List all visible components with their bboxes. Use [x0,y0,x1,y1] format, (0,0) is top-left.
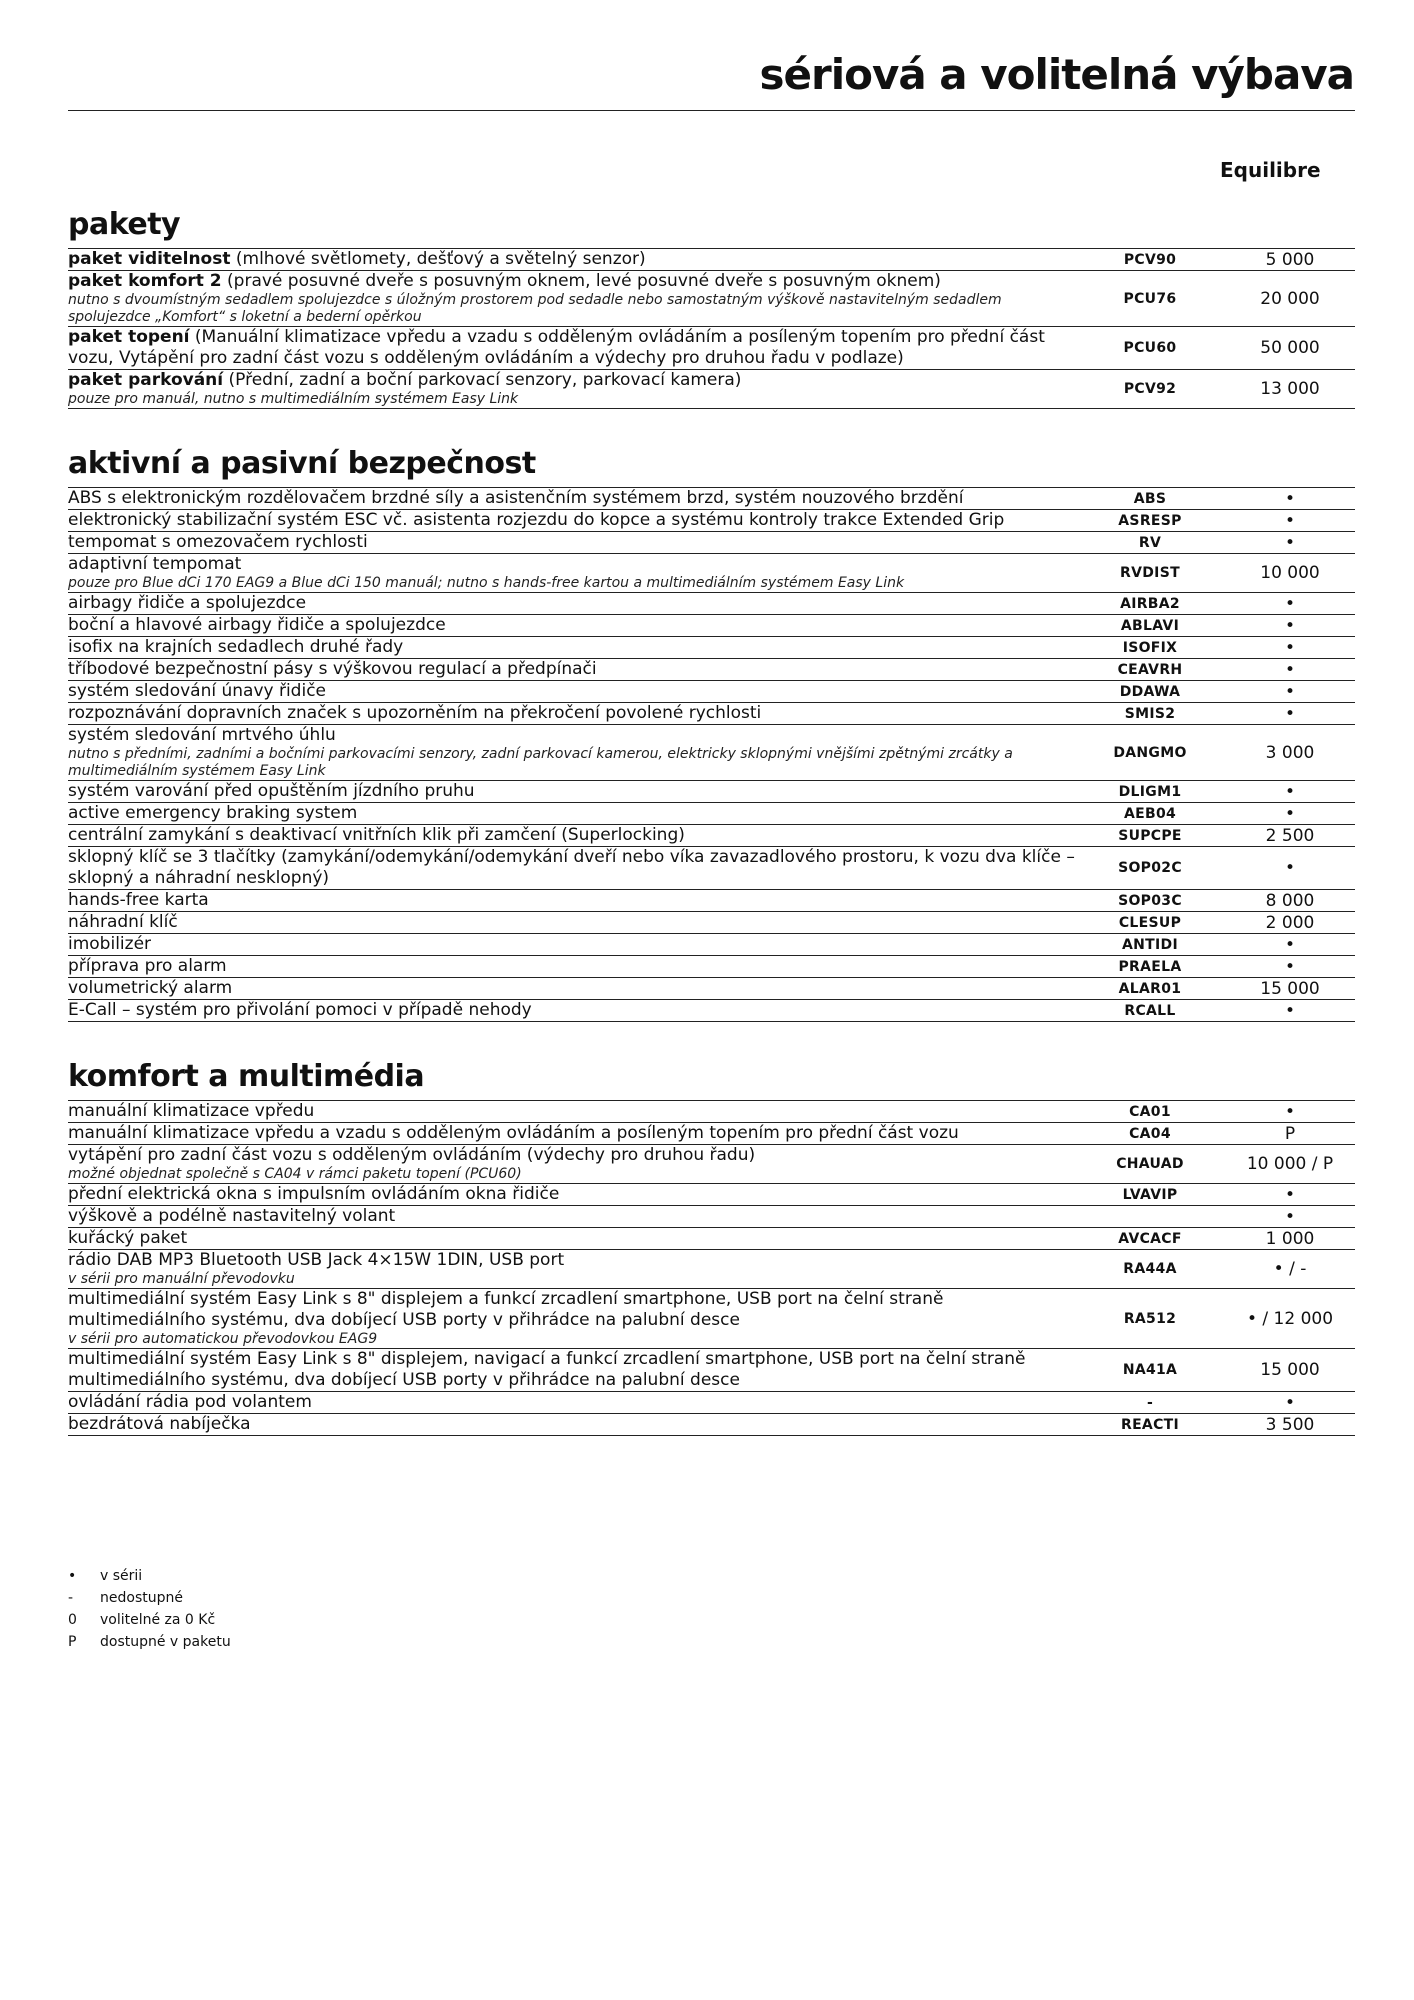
section-title: komfort a multimédia [68,1059,425,1094]
option-code: PRAELA [1075,956,1225,978]
table-row [68,1250,1355,1289]
option-price: 15 000 [1225,1349,1355,1392]
table-row [68,532,1355,554]
option-code: ANTIDI [1075,934,1225,956]
option-price: 5 000 [1225,249,1355,271]
option-code: RA512 [1075,1289,1225,1349]
legend-symbol: 0 [68,1612,77,1628]
option-text: příprava pro alarm [68,956,227,976]
option-price: P [1225,1123,1355,1145]
option-description [68,271,1075,327]
option-description [68,615,1075,637]
option-description [68,825,1075,847]
option-code: LVAVIP [1075,1184,1225,1206]
section-title: pakety [68,207,181,242]
option-code: SUPCPE [1075,825,1225,847]
option-text: (pravé posuvné dveře s posuvným oknem, levé posuvné dveře s posuvným oknem) [221,271,941,291]
option-code: ABLAVI [1075,615,1225,637]
table-row [68,956,1355,978]
page-title: sériová a volitelná výbava [759,50,1354,99]
option-price: 13 000 [1225,370,1355,409]
table-row [68,1206,1355,1228]
option-code: SOP02C [1075,847,1225,890]
options-table [68,1100,1355,1436]
option-description [68,637,1075,659]
option-text: rozpoznávání dopravních značek s upozorněním na překročení povolené rychlosti [68,703,762,723]
option-description [68,327,1075,370]
option-description [68,1289,1075,1349]
table-row [68,1184,1355,1206]
option-code: SOP03C [1075,890,1225,912]
option-code: ISOFIX [1075,637,1225,659]
option-price: 20 000 [1225,271,1355,327]
option-text: rádio DAB MP3 Bluetooth USB Jack 4×15W 1DIN, USB port [68,1250,565,1270]
option-code: CA04 [1075,1123,1225,1145]
option-price: • [1225,1000,1355,1022]
legend-symbol: P [68,1634,77,1650]
option-code: RVDIST [1075,554,1225,593]
option-description [68,1184,1075,1206]
option-name: paket topení [68,327,190,347]
option-text: adaptivní tempomat [68,554,242,574]
option-price: • [1225,1392,1355,1414]
table-row [68,615,1355,637]
option-description [68,1123,1075,1145]
legend-item [68,1565,231,1587]
option-code [1075,1206,1225,1228]
legend-item [68,1609,231,1631]
legend-item [68,1587,231,1609]
option-text: isofix na krajních sedadlech druhé řady [68,637,404,657]
table-row [68,725,1355,781]
option-price: • / 12 000 [1225,1289,1355,1349]
option-description [68,803,1075,825]
option-code: RV [1075,532,1225,554]
option-description [68,1206,1075,1228]
table-row [68,554,1355,593]
section-title: aktivní a pasivní bezpečnost [68,446,536,481]
option-name: paket viditelnost [68,249,231,269]
option-price: • [1225,1184,1355,1206]
option-description [68,554,1075,593]
option-text: bezdrátová nabíječka [68,1414,251,1434]
title-divider [68,110,1355,111]
option-text: systém varování před opuštěním jízdního pruhu [68,781,475,801]
option-text: (Přední, zadní a boční parkovací senzory, parkovací kamera) [223,370,742,390]
option-code: - [1075,1392,1225,1414]
option-text: boční a hlavové airbagy řidiče a spolujezdce [68,615,446,635]
table-row [68,370,1355,409]
option-description [68,1145,1075,1184]
option-text: kuřácký paket [68,1228,188,1248]
option-description [68,249,1075,271]
option-price: • [1225,781,1355,803]
option-description [68,703,1075,725]
option-description [68,956,1075,978]
option-note: nutno s předními, zadními a bočními parkovacími senzory, zadní parkovací kamerou, elektricky sklopnými vnějšími zpětnými zrcátky a multimediálním systémem Easy Link [68,746,1013,779]
option-text: active emergency braking system [68,803,358,823]
option-price: • [1225,1101,1355,1123]
option-text: (Manuální klimatizace vpředu a vzadu s odděleným ovládáním a posíleným topením pro přední část vozu, Vytápění pro zadní část vozu s odděleným ovládáním a výdechy pro druhou řadu v podlaze) [68,327,1045,368]
table-row [68,510,1355,532]
options-table [68,248,1355,409]
option-code: PCV92 [1075,370,1225,409]
option-price: 2 500 [1225,825,1355,847]
option-text: sklopný klíč se 3 tlačítky (zamykání/odemykání/odemykání dveří nebo víka zavazadlového prostoru, k vozu dva klíče – sklopný a náhradní nesklopný) [68,847,1075,888]
table-row [68,327,1355,370]
option-description [68,681,1075,703]
option-text: volumetrický alarm [68,978,233,998]
table-row [68,1000,1355,1022]
option-code: DANGMO [1075,725,1225,781]
option-price: • [1225,488,1355,510]
table-row [68,681,1355,703]
option-price: • [1225,803,1355,825]
option-text: E-Call – systém pro přivolání pomoci v případě nehody [68,1000,532,1020]
option-text: manuální klimatizace vpředu [68,1101,315,1121]
table-row [68,978,1355,1000]
option-description [68,1349,1075,1392]
option-code: PCV90 [1075,249,1225,271]
option-code: ALAR01 [1075,978,1225,1000]
table-row [68,1123,1355,1145]
legend-item [68,1631,231,1653]
option-code: CA01 [1075,1101,1225,1123]
option-code: CHAUAD [1075,1145,1225,1184]
option-price: 10 000 / P [1225,1145,1355,1184]
option-description [68,934,1075,956]
option-note: pouze pro manuál, nutno s multimediálním systémem Easy Link [68,391,519,407]
option-code: AVCACF [1075,1228,1225,1250]
table-row [68,249,1355,271]
table-row [68,488,1355,510]
option-description [68,978,1075,1000]
legend-text: v sérii [100,1568,143,1584]
option-text: systém sledování únavy řidiče [68,681,326,701]
option-description [68,532,1075,554]
option-code: RCALL [1075,1000,1225,1022]
option-price: • [1225,956,1355,978]
option-text: centrální zamykání s deaktivací vnitřních klik při zamčení (Superlocking) [68,825,685,845]
option-name: paket komfort 2 [68,271,222,291]
legend-text: dostupné v paketu [100,1634,231,1650]
option-code: NA41A [1075,1349,1225,1392]
option-text: multimediální systém Easy Link s 8" displejem, navigací a funkcí zrcadlení smartphone, USB port na čelní straně multimediálního systému, dva dobíjecí USB porty v přihrádce na palubní desce [68,1349,1026,1390]
option-text: systém sledování mrtvého úhlu [68,725,336,745]
option-name: paket parkování [68,370,224,390]
option-text: ovládání rádia pod volantem [68,1392,312,1412]
table-row [68,1228,1355,1250]
option-code: ASRESP [1075,510,1225,532]
option-price: 15 000 [1225,978,1355,1000]
option-description [68,488,1075,510]
legend [68,1565,231,1653]
option-price: • [1225,1206,1355,1228]
trim-column-header: Equilibre [1220,158,1321,182]
option-description [68,593,1075,615]
option-price: • [1225,934,1355,956]
table-row [68,934,1355,956]
option-price: 10 000 [1225,554,1355,593]
equipment-tables [68,202,1355,1436]
option-description [68,725,1075,781]
section-gap [68,409,1355,441]
option-code: PCU60 [1075,327,1225,370]
legend-text: volitelné za 0 Kč [100,1612,216,1628]
option-description [68,890,1075,912]
option-code: ABS [1075,488,1225,510]
option-description [68,912,1075,934]
option-price: • / - [1225,1250,1355,1289]
option-note: nutno s dvoumístným sedadlem spolujezdce s úložným prostorem pod sedadle nebo samostatným výškově nastavitelným sedadlem spolujezdce „Komfort“ s loketní a bederní opěrkou [68,292,1002,325]
option-note: v sérii pro automatickou převodovkou EAG9 [68,1331,378,1347]
option-description [68,847,1075,890]
table-row [68,1289,1355,1349]
option-price: • [1225,532,1355,554]
option-description [68,1000,1075,1022]
option-price: • [1225,847,1355,890]
option-code: AEB04 [1075,803,1225,825]
table-row [68,803,1355,825]
option-text: multimediální systém Easy Link s 8" displejem a funkcí zrcadlení smartphone, USB port na čelní straně multimediálního systému, dva dobíjecí USB porty v přihrádce na palubní desce [68,1289,944,1330]
option-code: SMIS2 [1075,703,1225,725]
option-text: elektronický stabilizační systém ESC vč. asistenta rozjezdu do kopce a systému kontroly trakce Extended Grip [68,510,1005,530]
legend-text: nedostupné [100,1590,183,1606]
option-price: 3 000 [1225,725,1355,781]
table-row [68,1101,1355,1123]
option-description [68,781,1075,803]
option-code: AIRBA2 [1075,593,1225,615]
option-price: • [1225,615,1355,637]
option-price: • [1225,510,1355,532]
option-text: vytápění pro zadní část vozu s odděleným ovládáním (výdechy pro druhou řadu) [68,1145,756,1165]
option-text: hands-free karta [68,890,209,910]
table-row [68,593,1355,615]
option-description [68,1392,1075,1414]
option-description [68,370,1075,409]
table-row [68,912,1355,934]
option-description [68,1101,1075,1123]
table-row [68,703,1355,725]
option-description [68,1414,1075,1436]
option-price: 2 000 [1225,912,1355,934]
option-code: DDAWA [1075,681,1225,703]
option-code: CEAVRH [1075,659,1225,681]
option-text: manuální klimatizace vpředu a vzadu s odděleným ovládáním a posíleným topením pro přední část vozu [68,1123,959,1143]
section-gap [68,1022,1355,1054]
option-text: náhradní klíč [68,912,178,932]
option-price: 50 000 [1225,327,1355,370]
option-text: imobilizér [68,934,152,954]
table-row [68,637,1355,659]
table-row [68,271,1355,327]
option-code: PCU76 [1075,271,1225,327]
option-price: • [1225,703,1355,725]
option-note: pouze pro Blue dCi 170 EAG9 a Blue dCi 150 manuál; nutno s hands-free kartou a multimediálním systémem Easy Link [68,575,905,591]
option-price: 8 000 [1225,890,1355,912]
option-text: přední elektrická okna s impulsním ovládáním okna řidiče [68,1184,560,1204]
option-code: REACTI [1075,1414,1225,1436]
option-description [68,1228,1075,1250]
option-code: CLESUP [1075,912,1225,934]
table-row [68,825,1355,847]
option-text: tempomat s omezovačem rychlosti [68,532,368,552]
option-price: • [1225,681,1355,703]
option-description [68,659,1075,681]
option-code: RA44A [1075,1250,1225,1289]
option-price: • [1225,637,1355,659]
option-text: ABS s elektronickým rozdělovačem brzdné síly a asistenčním systémem brzd, systém nouzového brzdění [68,488,964,508]
table-row [68,1349,1355,1392]
table-row [68,890,1355,912]
table-row [68,1145,1355,1184]
option-note: v sérii pro manuální převodovku [68,1271,295,1287]
table-row [68,1414,1355,1436]
table-row [68,659,1355,681]
table-row [68,781,1355,803]
option-description [68,510,1075,532]
option-price: • [1225,593,1355,615]
option-text: výškově a podélně nastavitelný volant [68,1206,396,1226]
legend-symbol: • [68,1568,77,1584]
option-price: • [1225,659,1355,681]
option-price: 3 500 [1225,1414,1355,1436]
options-table [68,487,1355,1022]
option-price: 1 000 [1225,1228,1355,1250]
option-text: airbagy řidiče a spolujezdce [68,593,307,613]
table-row [68,1392,1355,1414]
option-text: (mlhové světlomety, dešťový a světelný senzor) [230,249,646,269]
option-code: DLIGM1 [1075,781,1225,803]
option-text: tříbodové bezpečnostní pásy s výškovou regulací a předpínači [68,659,597,679]
legend-symbol: - [68,1590,74,1606]
option-description [68,1250,1075,1289]
table-row [68,847,1355,890]
option-note: možné objednat společně s CA04 v rámci paketu topení (PCU60) [68,1166,522,1182]
